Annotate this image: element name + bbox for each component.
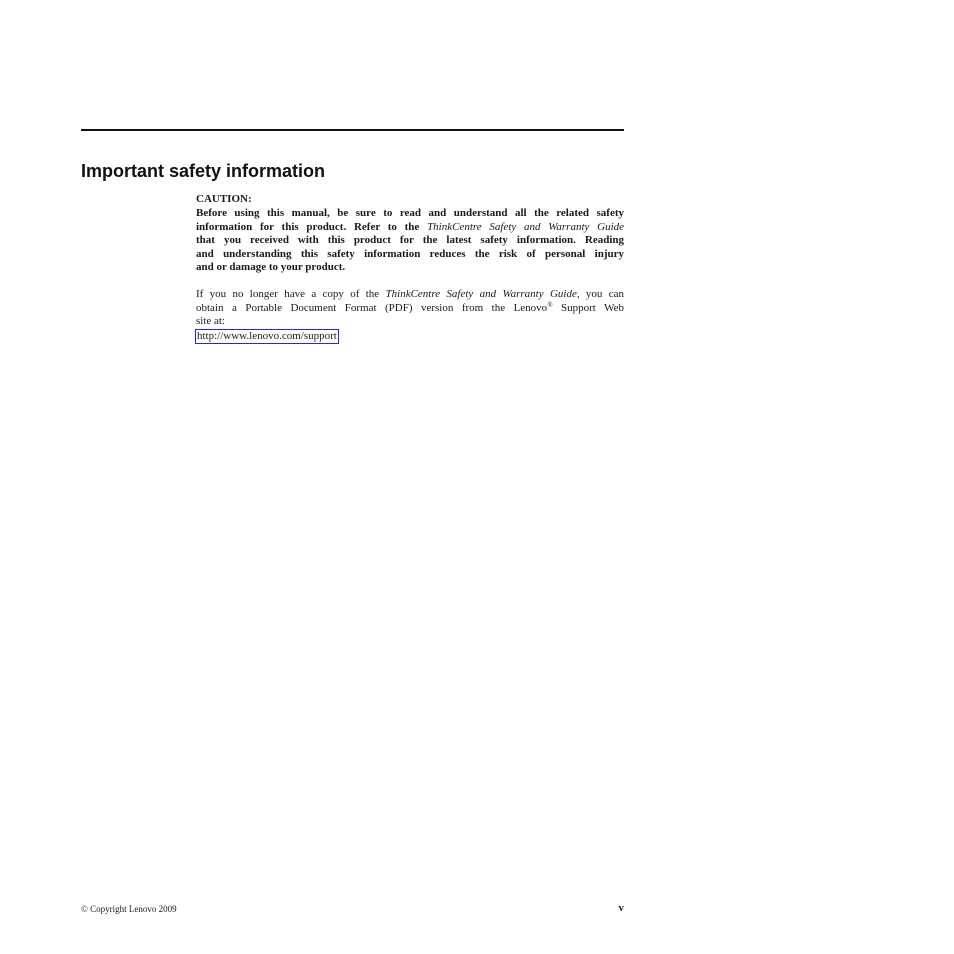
- support-paragraph: [196, 288, 624, 329]
- caution-line: and understanding this safety information reduces the risk of personal injury: [196, 247, 624, 260]
- guide-title: ThinkCentre Safety and Warranty Guide: [385, 288, 577, 300]
- heading-rule: [81, 129, 624, 131]
- caution-line: Before using this manual, be sure to read and understand all the related safety: [196, 207, 624, 219]
- caution-label: CAUTION:: [196, 193, 252, 205]
- paragraph-text: Support Web: [552, 301, 624, 314]
- caution-notice: [196, 207, 624, 275]
- paragraph-text: obtain a Portable Document Format (PDF) version from the Lenovo: [196, 301, 548, 314]
- paragraph-text: , you can: [576, 288, 624, 300]
- paragraph-line: [196, 288, 624, 302]
- page-title: Important safety information: [81, 161, 326, 181]
- caution-line: and or damage to your product.: [196, 261, 346, 273]
- support-link[interactable]: http://www.lenovo.com/support: [197, 330, 337, 342]
- caution-line-text: information for this product. Refer to the: [196, 220, 428, 233]
- paragraph-text: If you no longer have a copy of the: [196, 288, 386, 300]
- caution-line: that you received with this product for the latest safety information. Reading: [196, 234, 624, 246]
- registered-mark: ®: [547, 300, 553, 309]
- caution-line: [196, 221, 624, 235]
- copyright-footer: © Copyright Lenovo 2009: [81, 904, 177, 914]
- paragraph-line: site at:: [196, 315, 226, 327]
- guide-title: ThinkCentre Safety and Warranty Guide: [427, 220, 625, 233]
- paragraph-line: [196, 302, 624, 316]
- page-number: v: [618, 902, 624, 914]
